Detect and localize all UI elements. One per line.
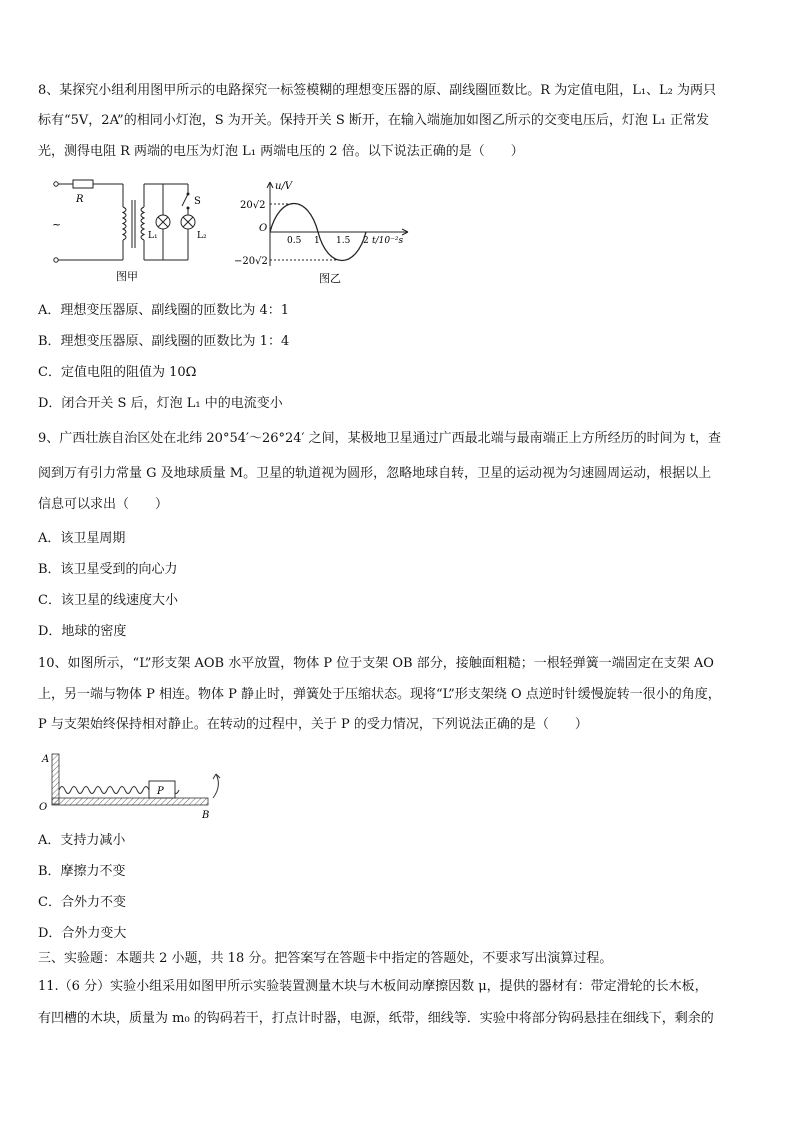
tick-2: 2: [363, 236, 369, 246]
q10-line-3: P 与支架始终保持相对静止。在转动的过程中，关于 P 的受力情况，下列说法正确的是（ ）: [38, 717, 588, 732]
q9-option-d: D．地球的密度: [38, 624, 127, 639]
label-a: A: [42, 754, 50, 765]
y-max-label: 20√2: [240, 200, 266, 211]
q10-option-d: D．合外力变大: [38, 926, 127, 941]
q8-option-b: B．理想变压器原、副线圈的匝数比为 1：4: [38, 334, 290, 349]
figure-a-circuit: [48, 172, 218, 287]
origin-label: O: [259, 223, 268, 234]
q10-line-1: 10、如图所示，“L”形支架 AOB 水平放置，物体 P 位于支架 OB 部分，接触面粗糙；一根轻弹簧一端固定在支架 AO: [38, 656, 714, 671]
label-o: O: [39, 802, 48, 813]
x-axis-label: t/10⁻²s: [372, 236, 404, 246]
q9-line-3: 信息可以求出（ ）: [38, 497, 169, 512]
y-min-label: −20√2: [234, 256, 268, 267]
label-l2: L₂: [197, 231, 207, 241]
q8-option-d: D．闭合开关 S 后，灯泡 L₁ 中的电流变小: [38, 396, 283, 411]
tick-0-5: 0.5: [287, 236, 302, 246]
q8-option-c: C．定值电阻的阻值为 10Ω: [38, 365, 197, 380]
q8-line-1: 8、某探究小组利用图甲所示的电路探究一标签模糊的理想变压器的原、副线圈匝数比。R 为定值电阻，L₁、L₂ 为两只: [38, 83, 717, 98]
q11-line-1: 11.（6 分）实验小组采用如图甲所示实验装置测量木块与木板间动摩擦因数 μ，提供的器材有：带定滑轮的长木板，: [38, 979, 708, 994]
y-axis-label: u/V: [275, 181, 293, 192]
q8-line-2: 标有“5V，2A”的相同小灯泡，S 为开关。保持开关 S 断开，在输入端施加如图乙所示的交变电压后，灯泡 L₁ 正常发: [38, 113, 710, 128]
figure-a-caption: 图甲: [116, 270, 138, 283]
q11-line-2: 有凹槽的木块，质量为 m₀ 的钩码若干，打点计时器，电源，纸带，细线等．实验中将部分钩码悬挂在细线下，剩余的: [38, 1011, 714, 1026]
label-l1: L₁: [148, 231, 158, 241]
label-s: S: [194, 196, 201, 207]
figure-b-waveform: [232, 176, 422, 288]
figure-b-caption: 图乙: [319, 272, 341, 285]
q9-line-1: 9、广西壮族自治区处在北纬 20°54′～26°24′ 之间，某极地卫星通过广西最北端与最南端正上方所经历的时间为 t，查: [38, 431, 721, 446]
q10-option-a: A．支持力减小: [38, 833, 126, 848]
tick-1: 1: [314, 236, 320, 246]
label-b: B: [202, 810, 210, 820]
label-r: R: [76, 194, 84, 205]
q9-option-b: B．该卫星受到的向心力: [38, 562, 178, 577]
figure-l-bracket: [36, 748, 236, 820]
q8-option-a: A．理想变压器原、副线圈的匝数比为 4：1: [38, 303, 290, 318]
q9-line-2: 阅到万有引力常量 G 及地球质量 M。卫星的轨道视为圆形，忽略地球自转，卫星的运动视为匀速圆周运动，根据以上: [38, 466, 712, 481]
tick-1-5: 1.5: [336, 236, 351, 246]
label-source: ~: [52, 218, 62, 231]
q10-line-2: 上，另一端与物体 P 相连。物体 P 静止时，弹簧处于压缩状态。现将“L”形支架绕 O 点逆时针缓慢旋转一很小的角度，: [38, 687, 721, 702]
section-3-heading: 三、实验题：本题共 2 小题，共 18 分。把答案写在答题卡中指定的答题处，不要求写出演算过程。: [38, 951, 613, 966]
q9-option-a: A．该卫星周期: [38, 531, 126, 546]
q8-line-3: 光，测得电阻 R 两端的电压为灯泡 L₁ 两端电压的 2 倍。以下说法正确的是（ ）: [38, 144, 524, 159]
q9-option-c: C．该卫星的线速度大小: [38, 593, 178, 608]
label-p: P: [157, 786, 164, 797]
q10-option-b: B．摩擦力不变: [38, 864, 126, 879]
q10-option-c: C．合外力不变: [38, 895, 126, 910]
